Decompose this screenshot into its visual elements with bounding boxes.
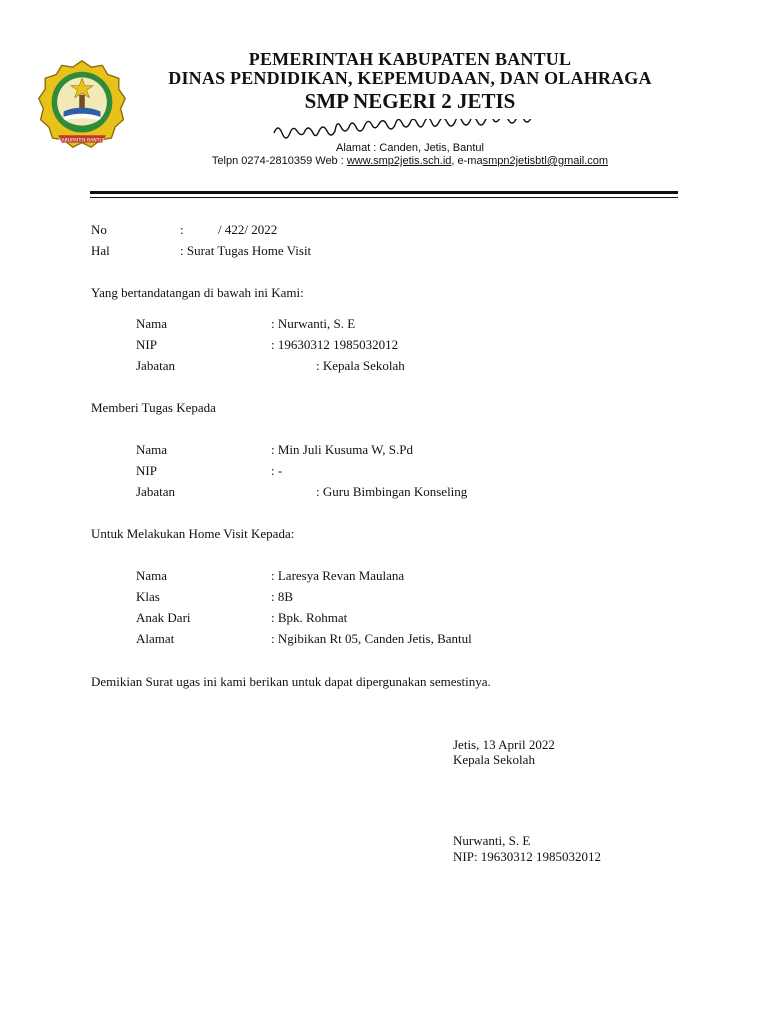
signatory-nama-value: : Nurwanti, S. E (271, 316, 356, 331)
letterhead-government: PEMERINTAH KABUPATEN BANTUL (248, 49, 572, 69)
signature-position: Kepala Sekolah (453, 752, 535, 767)
student-nama-value: : Laresya Revan Maulana (271, 568, 405, 583)
email-link[interactable]: smpn2jetisbtl@gmail.com (482, 155, 609, 167)
student-klas-value: : 8B (271, 589, 294, 604)
assignee-nama-value: : Min Juli Kusuma W, S.Pd (271, 442, 413, 457)
signature-place-date: Jetis, 13 April 2022 (453, 737, 555, 752)
letterhead-divider-thin (90, 197, 678, 198)
hal-value: : Surat Tugas Home Visit (180, 243, 312, 258)
hal-label: Hal (91, 243, 110, 258)
assignee-nama-label: Nama (136, 442, 168, 457)
letterhead-divider-thick (90, 191, 678, 194)
signatory-jabatan-label: Jabatan (136, 358, 175, 373)
assignee-nip-label: NIP (136, 463, 157, 478)
visit-target-intro: Untuk Melakukan Home Visit Kepada: (91, 526, 295, 541)
closing-statement: Demikian Surat ugas ini kami berikan untuk dapat dipergunakan semestinya. (91, 674, 491, 689)
signatory-intro: Yang bertandatangan di bawah ini Kami: (91, 285, 304, 300)
no-label: No (91, 222, 107, 237)
no-separator: : (180, 222, 184, 237)
signatory-nip-label: NIP (136, 337, 157, 352)
letterhead-department: DINAS PENDIDIKAN, KEPEMUDAAN, DAN OLAHRAGA (168, 68, 652, 88)
assignee-jabatan-label: Jabatan (136, 484, 175, 499)
website-link[interactable]: www.smp2jetis.sch.id (346, 155, 452, 167)
signatory-jabatan-value: : Kepala Sekolah (316, 358, 405, 373)
signatory-nama-label: Nama (136, 316, 168, 331)
assignee-intro: Memberi Tugas Kepada (91, 400, 216, 415)
contact-mid: , e-ma (451, 155, 483, 167)
signature-name: Nurwanti, S. E (453, 833, 531, 848)
student-parent-label: Anak Dari (136, 610, 191, 625)
assignee-jabatan-value: : Guru Bimbingan Konseling (316, 484, 468, 499)
javanese-script-signature (270, 119, 550, 141)
no-value: / 422/ 2022 (218, 222, 278, 237)
assignee-nip-value: : - (271, 463, 283, 478)
letterhead-address: Alamat : Canden, Jetis, Bantul (336, 142, 484, 154)
signatory-nip-value: : 19630312 1985032012 (271, 337, 399, 352)
student-alamat-value: : Ngibikan Rt 05, Canden Jetis, Bantul (271, 631, 472, 646)
letterhead-school-name: SMP NEGERI 2 JETIS (304, 89, 516, 113)
student-klas-label: Klas (136, 589, 160, 604)
signature-nip: NIP: 19630312 1985032012 (453, 849, 602, 864)
student-alamat-label: Alamat (136, 631, 175, 646)
logo-text: KABUPATEN BANTUL (58, 138, 106, 144)
contact-prefix: Telpn 0274-2810359 Web : (211, 155, 347, 167)
student-nama-label: Nama (136, 568, 168, 583)
student-parent-value: : Bpk. Rohmat (271, 610, 348, 625)
letterhead-contact (0, 155, 768, 167)
